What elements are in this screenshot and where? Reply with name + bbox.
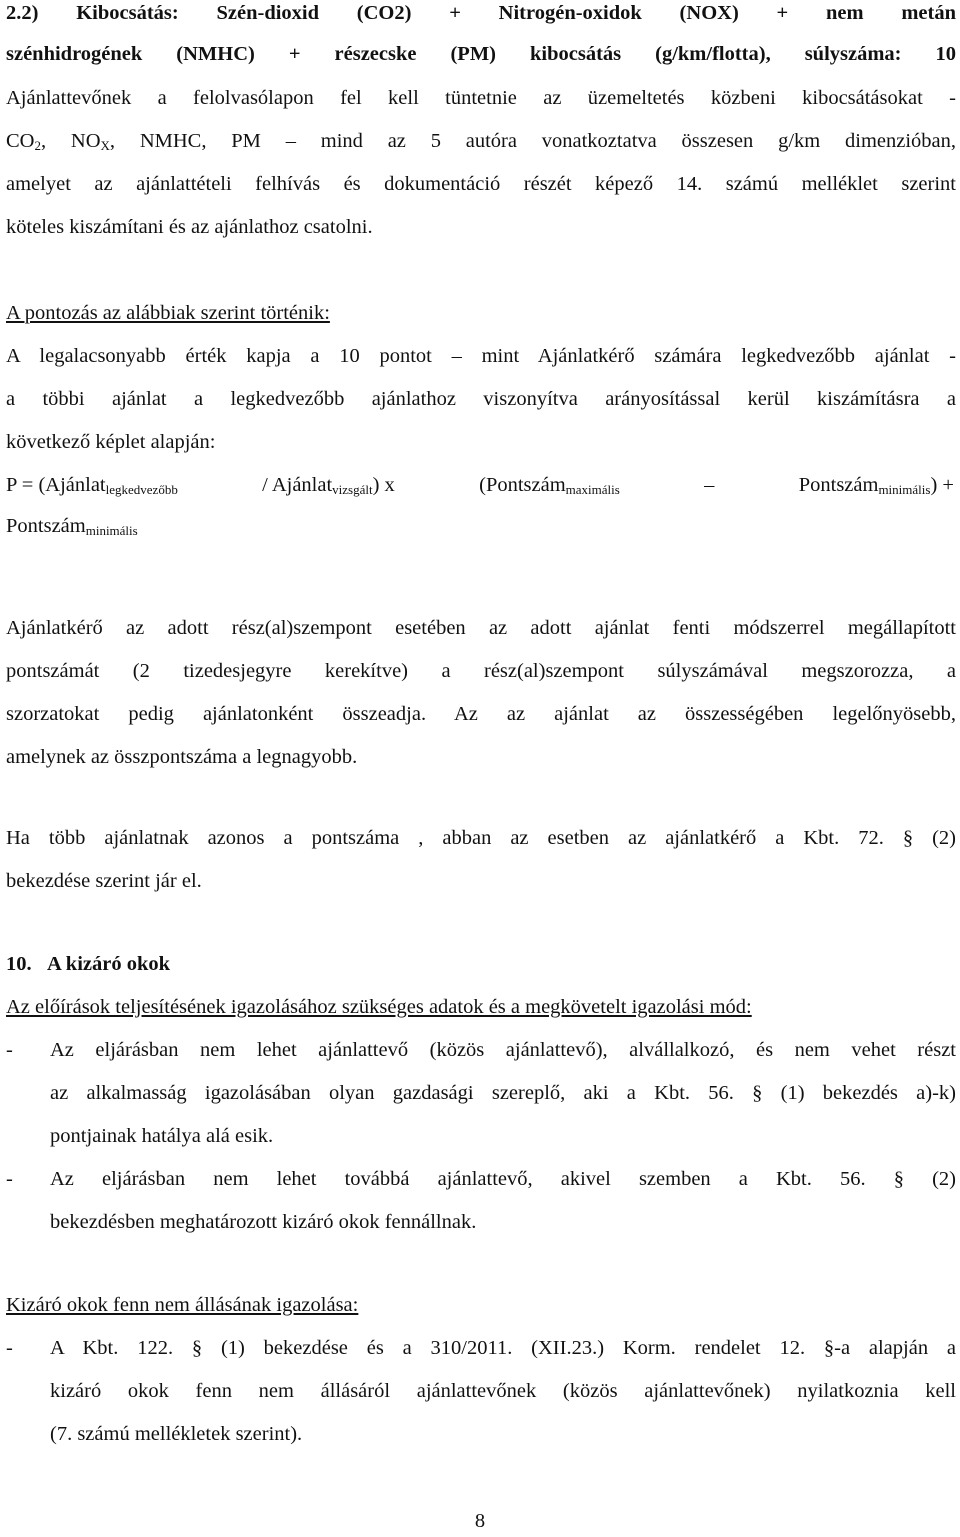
list-dash: - [6,1337,13,1359]
intro-paragraph [6,77,956,249]
scoring-line-3: következő képlet alapján: [6,431,216,453]
scoring-paragraph [6,292,956,548]
formula-continuation: Pontszám$_{minimális}$ [6,515,138,538]
exclusion-item-2 [6,1158,956,1244]
scoring-line-1: A legalacsonyabb érték kapja a 10 pontot – mint Ajánlatkérő számára legkedvezőbb ajánlat - [6,345,956,367]
page-number: 8 [474,1510,486,1532]
list-line: Az eljárásban nem lehet továbbá ajánlattevő, akivel szemben a Kbt. 56. § (2) [50,1168,956,1190]
tie-line-2: bekezdése szerint jár el. [6,870,202,892]
tie-paragraph [6,817,956,903]
section-10 [6,943,956,1456]
evaluation-line-2: pontszámát (2 tizedesjegyre kerekítve) a rész(al)szempont súlyszámával megszorozza, a [6,660,956,682]
tie-line-1: Ha több ajánlatnak azonos a pontszáma , abban az esetben az ajánlatkérő a Kbt. 72. § (2) [6,827,956,849]
heading-line-1: 2.2) Kibocsátás: Szén-dioxid (CO2) + Nitrogén-oxidok (NOX) + nem metán [6,2,956,24]
heading-line-2: szénhidrogének (NMHC) + részecske (PM) kibocsátás (g/km/flotta), súlyszáma: 10 [6,43,956,65]
list-line: A Kbt. 122. § (1) bekezdése és a 310/2011. (XII.23.) Korm. rendelet 12. §-a alapján a [50,1337,956,1359]
intro-line-1: Ajánlattevőnek a felolvasólapon fel kell tüntetnie az üzemeltetés közbeni kibocsátásokat - [6,87,956,109]
evaluation-paragraph [6,607,956,779]
section-10-subtitle: Az előírások teljesítésének igazolásához szükséges adatok és a megkövetelt igazolási mód: [6,996,752,1018]
evaluation-line-4: amelynek az összpontszáma a legnagyobb. [6,746,358,768]
list-line: (7. számú mellékletek szerint). [50,1423,303,1445]
evaluation-line-3: szorzatokat pedig ajánlatonként összeadja. Az az ajánlat az összességében legelőnyösebb, [6,703,956,725]
proof-item [6,1327,956,1456]
list-line: Az eljárásban nem lehet ajánlattevő (közös ajánlattevő), alvállalkozó, és nem vehet részt [50,1039,956,1061]
section-heading [6,0,956,76]
list-line: pontjainak hatálya alá esik. [50,1125,274,1147]
evaluation-line-1: Ajánlatkérő az adott rész(al)szempont esetében az adott ajánlat fenti módszerrel megállapított [6,617,956,639]
list-line: bekezdésben meghatározott kizáró okok fennállnak. [50,1211,477,1233]
scoring-line-2: a többi ajánlat a legkedvezőbb ajánlathoz viszonyítva arányosítással kerül kiszámításra a [6,388,956,410]
section-10-heading: 10. A kizáró okok [6,953,171,975]
proof-title: Kizáró okok fenn nem állásának igazolása: [6,1294,359,1316]
list-dash: - [6,1168,13,1190]
exclusion-item-1 [6,1029,956,1158]
intro-line-3: amelyet az ajánlattételi felhívás és dokumentáció részét képező 14. számú melléklet szerint [6,173,956,195]
intro-line-4: köteles kiszámítani és az ajánlathoz csatolni. [6,216,373,238]
scoring-title: A pontozás az alábbiak szerint történik: [6,302,330,324]
list-dash: - [6,1039,13,1061]
list-line: az alkalmasság igazolásában olyan gazdasági szereplő, aki a Kbt. 56. § (1) bekezdés a)-k) [50,1082,956,1104]
list-line: kizáró okok fenn nem állásáról ajánlattevőnek (közös ajánlattevőnek) nyilatkoznia kell [50,1380,956,1402]
scoring-formula: P = (Ajánlat$_{legkedvezőbb}$ / Ajánlat$_{vizsgált}$) x (Pontszám$_{maximális}$ – Pontszám$_{minimális}$) + [6,474,954,497]
intro-line-2: $CO_2$, $NO_X$, NMHC, PM – mind az 5 autóra vonatkoztatva összesen g/km dimenzióban, [6,130,957,153]
